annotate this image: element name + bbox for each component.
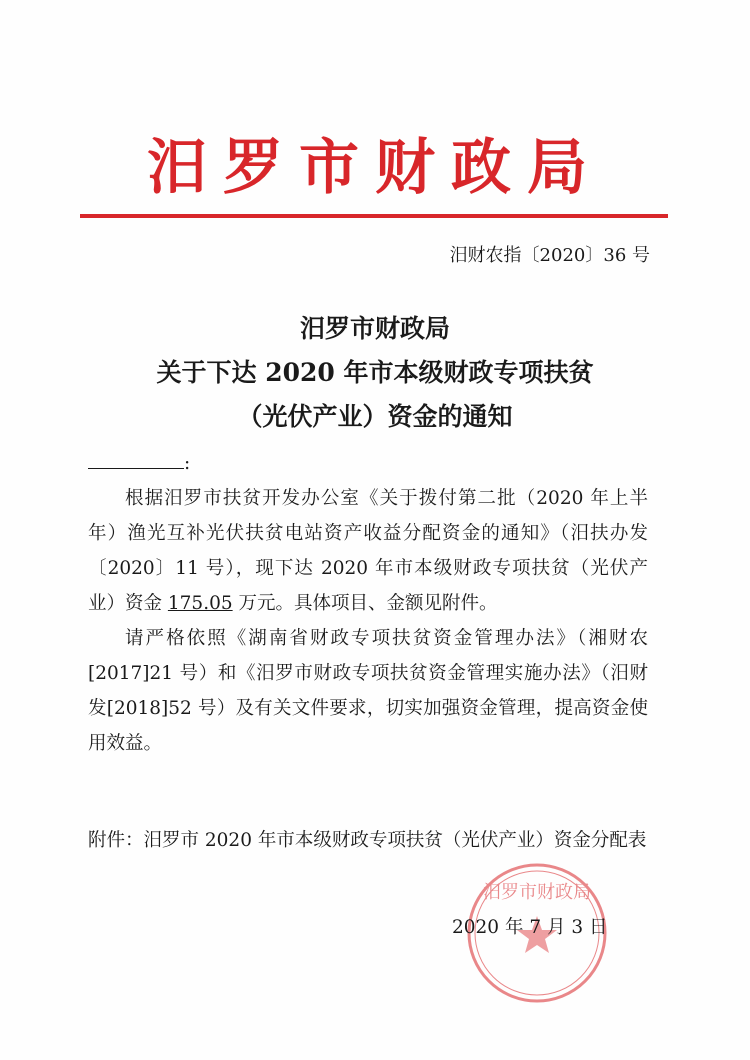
paragraph-notice-text: 根据汨罗市扶贫开发办公室《关于拨付第二批（2020 年上半年）渔光互补光伏扶贫电站资产收益分配资金的通知》（汨扶办发〔2020〕11 号），现下达 2020 年市本级财政专项扶贫（光伏产业）资金	[88, 488, 648, 614]
fund-amount: 175.05	[167, 593, 233, 614]
document-title	[60, 307, 690, 439]
paragraph-notice	[88, 481, 648, 621]
document-body	[88, 446, 648, 761]
title-line-1: 汨罗市财政局	[299, 314, 450, 343]
addressee-line	[88, 446, 648, 481]
document-number: 汨财农指〔2020〕36 号	[449, 245, 650, 266]
addressee-blank	[88, 448, 184, 469]
svg-text:汨罗市财政局: 汨罗市财政局	[483, 882, 591, 903]
org-header-title: 汨罗市财政局	[147, 133, 603, 203]
title-line-2: 关于下达 2020 年市本级财政专项扶贫	[156, 358, 594, 387]
issue-date: 2020 年 7 月 3 日	[452, 917, 608, 938]
paragraph-requirements: 请严格依照《湖南省财政专项扶贫资金管理办法》（湘财农[2017]21 号）和《汨罗市财政专项扶贫资金管理实施办法》（汨财发[2018]52 号）及有关文件要求，切实加强资金管理，提高资金使用效益。	[88, 628, 648, 754]
addressee-colon: :	[184, 453, 191, 474]
paragraph-notice-tail: 万元。具体项目、金额见附件。	[232, 593, 498, 614]
red-header-rule	[80, 214, 668, 218]
attachment-note: 附件：汨罗市 2020 年市本级财政专项扶贫（光伏产业）资金分配表	[88, 830, 647, 851]
title-line-3: （光伏产业）资金的通知	[237, 402, 513, 431]
